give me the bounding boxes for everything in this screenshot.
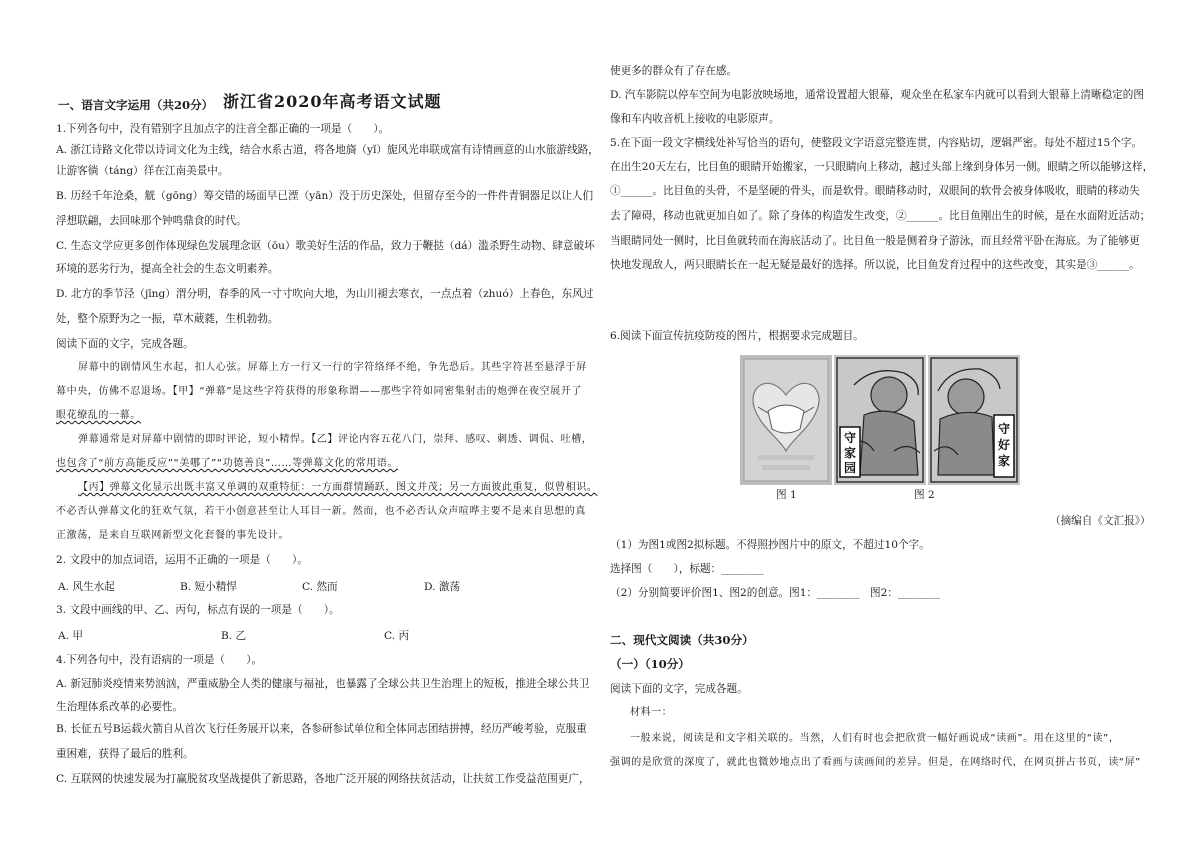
q4-option-b-line2: 重困难，获得了最后的胜利。 bbox=[56, 748, 194, 760]
q1-option-b-line2: 浮想联翩，去回味那个钟鸣鼎食的时代。 bbox=[56, 215, 247, 227]
q4-option-b-line1: B. 长征五号B运载火箭自从首次飞行任务展开以来，各参研参试单位和全体同志团结拼搏，经历严峻考验，克服重 bbox=[56, 723, 587, 735]
q6-part2: （2）分别简要评价图1、图2的创意。图1：________ 图2：________ bbox=[610, 587, 941, 599]
figure-1-image bbox=[740, 355, 832, 485]
passage-p1-line1: 屏幕中的剧情风生水起，扣人心弦。屏幕上方一行又一行的字符络绎不绝，争先恐后。其些字符甚至悬浮于屏 bbox=[78, 362, 587, 373]
q4-option-c-line2: 使更多的群众有了存在感。 bbox=[610, 65, 738, 77]
q5-line2: 在出生20天左右，比目鱼的眼睛开始搬家，一只眼睛向上移动，越过头部上缘到身体另一侧。眼睛之所以能够这样， bbox=[610, 161, 1154, 173]
q1-stem: 1.下列各句中，没有错别字且加点字的注音全都正确的一项是（ ）。 bbox=[56, 123, 390, 135]
q5-line3: ①______。比目鱼的头骨，不是坚硬的骨头，而是软骨。眼睛移动时，双眼间的软骨会被身体吸收，眼睛的移动失 bbox=[610, 185, 1140, 197]
q2-stem: 2. 文段中的加点词语，运用不正确的一项是（ ）。 bbox=[56, 554, 308, 566]
q3-stem: 3. 文段中画线的甲、乙、丙句，标点有误的一项是（ ）。 bbox=[56, 604, 340, 616]
figure-2-right-text: 守好家 bbox=[997, 422, 1010, 468]
material-1-line1: 一般来说，阅读是和文字相关联的。当然，人们有时也会把欣赏一幅好画说成“读画”。用在这里的“读”， bbox=[630, 733, 1120, 744]
q4-option-d-line1: D. 汽车影院以停车空间为电影放映场地，通常设置超大银幕，观众坐在私家车内就可以看到大银幕上清晰稳定的图 bbox=[610, 89, 1144, 101]
figure-1-caption: 图 1 bbox=[776, 489, 797, 501]
section-heading-2: 二、现代文阅读（共30分） bbox=[610, 633, 754, 647]
q2-option-c: C. 然而 bbox=[302, 581, 338, 593]
source-citation: （摘编自《文汇报》） bbox=[1050, 515, 1151, 527]
q1-option-a-line1: A. 浙江诗路文化带以诗词文化为主线，结合水系古道，将各地旖（yǐ）旎风光串联成富有诗情画意的山水旅游线路， bbox=[56, 144, 599, 156]
q4-stem: 4.下列各句中，没有语病的一项是（ ）。 bbox=[56, 654, 263, 666]
q6-fill-line: 选择图（ ），标题：________ bbox=[610, 563, 764, 575]
passage-p1-line2: 幕中央，仿佛不忍退场。【甲】“弹幕”是这些字符获得的形象称谓——那些字符如同密集射击的炮弹在夜空展开了 bbox=[56, 386, 582, 397]
q2-option-d: D. 激荡 bbox=[424, 581, 461, 593]
q1-option-b-line1: B. 历经千年沧桑，觥（gōng）筹交错的场面早已湮（yān）没于历史深处，但留存至今的一件件青铜器足以让人们 bbox=[56, 190, 594, 202]
q5-line6: 快地发现敌人，两只眼睛长在一起无疑是最好的选择。所以说，比目鱼发育过程中的这些改变，其实是③______。 bbox=[610, 259, 1140, 271]
q4-option-a-line1: A. 新冠肺炎疫情来势汹汹，严重威胁全人类的健康与福祉，也暴露了全球公共卫生治理上的短板，推进全球公共卫 bbox=[56, 678, 590, 690]
doc-title: 浙江省2020年高考语文试题 bbox=[223, 92, 442, 111]
section-heading-1: 一、语言文字运用（共20分） bbox=[58, 98, 214, 112]
q2-option-a: A. 风生水起 bbox=[58, 581, 115, 593]
figure-2-left-text: 守家园 bbox=[843, 431, 856, 475]
q3-option-c: C. 丙 bbox=[384, 630, 410, 642]
reading-intro: 阅读下面的文字，完成各题。 bbox=[56, 338, 194, 350]
q6-stem: 6.阅读下面宣传抗疫防疫的图片，根据要求完成题目。 bbox=[610, 330, 864, 342]
q6-part1: （1）为图1或图2拟标题。不得照抄图片中的原文，不超过10个字。 bbox=[610, 539, 930, 551]
q4-option-a-line2: 生治理体系改革的必要性。 bbox=[56, 701, 184, 713]
passage-p3-line1: 【丙】弹幕文化显示出既丰富又单调的双重特征：一方面群情踊跃，图文并茂；另一方面彼此重复，似曾相识。 bbox=[78, 482, 598, 493]
material-1-line2: 强调的是欣赏的深度了，就此也微妙地点出了看画与读画间的差异。但是，在网络时代，在网页拼占书页，读“屏” bbox=[610, 757, 1141, 768]
figure-1-illustration bbox=[740, 355, 832, 485]
q1-option-c-line1: C. 生态文学应更多创作体现绿色发展理念讴（ōu）歌美好生活的作品，致力于鞭挞（dá）滥杀野生动物、肆意破坏 bbox=[56, 240, 595, 252]
passage-p1-line3: 眼花缭乱的一幕。 bbox=[56, 410, 141, 421]
passage-p3-line3: 正激荡，是来自互联网新型文化套餐的事先设计。 bbox=[56, 530, 290, 541]
q5-line4: 去了障碍，移动也就更加自如了。除了身体的构造发生改变，②______。比目鱼刚出生的时候，是在水面附近活动； bbox=[610, 210, 1151, 222]
figure-2-left-panel bbox=[834, 355, 926, 485]
q4-option-c-line1: C. 互联网的快速发展为打赢脱贫攻坚战提供了新思路，各地广泛开展的网络扶贫活动，让扶贫工作受益范围更广， bbox=[56, 773, 590, 785]
subsection-heading: （一）（10分） bbox=[610, 657, 690, 671]
figure-2-caption: 图 2 bbox=[914, 489, 935, 501]
q4-option-d-line2: 像和车内收音机上接收的电影原声。 bbox=[610, 113, 780, 125]
passage-p3-line2: 不必否认弹幕文化的狂欢气氛，若干小创意甚至让人耳目一新。然而，也不必否认众声喧哗主要不是来自思想的真 bbox=[56, 506, 586, 517]
q5-line5: 当眼睛同处一侧时，比目鱼就转而在海底活动了。比目鱼一般是侧着身子游泳，而且经常平卧在海底。为了能够更 bbox=[610, 235, 1140, 247]
q3-option-b: B. 乙 bbox=[221, 630, 247, 642]
q1-option-c-line2: 环境的恶劣行为，提高全社会的生态文明素养。 bbox=[56, 263, 279, 275]
reading-intro-2: 阅读下面的文字，完成各题。 bbox=[610, 683, 748, 695]
q2-option-b: B. 短小精悍 bbox=[180, 581, 237, 593]
q1-option-d-line1: D. 北方的季节泾（jīng）渭分明，春季的风一寸寸吹向大地，为山川褪去寒衣，一点点着（zhuó）上春色，东风过 bbox=[56, 288, 594, 300]
q5-line1: 5.在下面一段文字横线处补写恰当的语句，使整段文字语意完整连贯，内容贴切，逻辑严密。每处不超过15个字。 bbox=[610, 137, 1143, 149]
q3-option-a: A. 甲 bbox=[58, 630, 83, 642]
material-1-label: 材料一： bbox=[630, 707, 673, 718]
q1-option-d-line2: 处，整个原野为之一振，草木葳蕤，生机勃勃。 bbox=[56, 313, 279, 325]
q1-option-a-line2: 让游客徜（táng）徉在江南美景中。 bbox=[56, 165, 229, 177]
passage-p2-line2: 也包含了“前方高能反应”“美哪了”“功德善良”……等弹幕文化的常用语。 bbox=[56, 458, 399, 469]
figure-2-right-panel bbox=[928, 355, 1020, 485]
passage-p2-line1: 弹幕通常是对屏幕中剧情的即时评论，短小精悍。【乙】评论内容五花八门，崇拜、感叹、刺透、调侃、吐槽， bbox=[78, 434, 593, 445]
